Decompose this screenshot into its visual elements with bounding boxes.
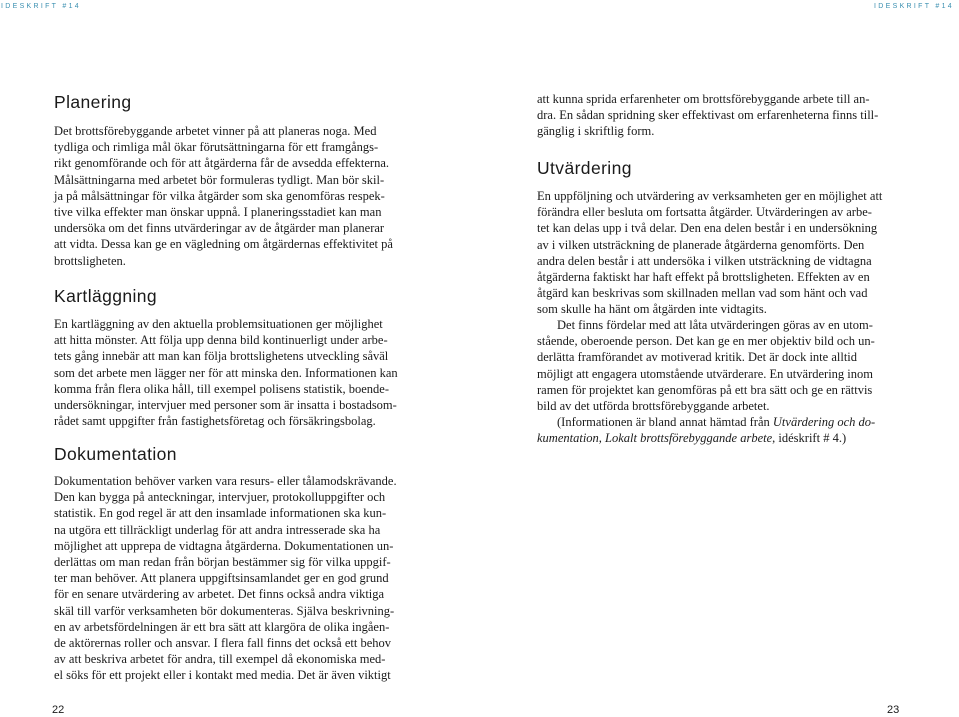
text-line: Det brottsförebyggande arbetet vinner på att planeras noga. Med (54, 124, 377, 138)
text-line: de aktörernas roller och ansvar. I flera fall finns det också ett behov (54, 636, 392, 651)
page-number-right: 23 (887, 704, 900, 716)
text-line: av att beskriva arbetet för andra, till exempel då ekonomiska med- (54, 652, 386, 667)
text-line: undersökningar, intervjuer med personer som är insatta i bostadsom- (54, 398, 397, 413)
source-note-title-part-1: Utvärdering och do- (772, 415, 876, 429)
text-line: tive vilka effekter man önskar uppnå. I planeringsstadiet kan man (54, 205, 382, 220)
heading-planering: Planering (54, 92, 132, 112)
text-line: derlätta framförandet av motiverad kritik. Det är dock inte alltid (537, 350, 858, 365)
text-line: som skulle ha hänt om åtgärden inte vidtagits. (537, 302, 767, 317)
text-line: tet kan delas upp i två delar. Den ena delen består i en undersökning (537, 221, 878, 236)
text-line: ja på målsättningar för vilka åtgärder som ska genomföras respek- (54, 188, 385, 203)
text-line: Målsättningarna med arbetet bör formuleras tydligt. Man bör skil- (54, 172, 385, 187)
text-line: derlättas om man redan från början bestämmer sig för vilka uppgif- (54, 555, 391, 570)
text-line: En kartläggning av den aktuella problemsituationen ger möjlighet (54, 317, 383, 331)
text-line: ter man behöver. Att planera uppgiftsinsamlandet ger en god grund (54, 571, 389, 586)
text-line: Dokumentation behöver varken vara resurs- eller tålamodskrävande. (54, 474, 397, 488)
text-line: statistik. En god regel är att den insamlade informationen ska kun- (54, 506, 387, 521)
text-line: av i vilken utsträckning de planerade åtgärderna genomförts. Den (537, 237, 865, 252)
text-line: skäl till varför verksamheten bör dokumenteras. Själva beskrivning- (54, 603, 395, 618)
text-line: komma från flera olika håll, till exempel polisens statistik, boende- (54, 381, 389, 396)
heading-kartlaggning: Kartläggning (54, 286, 158, 306)
kartlaggning-paragraph (54, 316, 398, 429)
page-number-left: 22 (52, 704, 65, 716)
text-line: bild av det utförda brottsförebyggande arbetet. (537, 399, 770, 414)
text-line: na utgöra ett tillräckligt underlag för att andra intresserade ska ha (54, 522, 381, 537)
text-line: En uppföljning och utvärdering av verksamheten ger en möjlighet att (537, 189, 883, 203)
utvardering-paragraph-2 (537, 317, 875, 414)
text-line: som det arbete men lägger ner för att minska den. Informationen kan (54, 365, 398, 380)
text-line: brottsligheten. (54, 253, 126, 268)
text-line: att hitta mönster. Att följa upp denna bild kontinuerligt under arbe- (54, 333, 388, 348)
planering-paragraph (54, 123, 393, 269)
source-note (537, 414, 875, 446)
text-line: undersöka om det finns utvärderingar av de åtgärder man planerar (54, 221, 385, 236)
source-note-line-2 (537, 430, 875, 446)
text-line: möjligt att engagera utomstående utvärderare. En utvärdering inom (537, 366, 873, 381)
heading-dokumentation: Dokumentation (54, 444, 177, 464)
text-line: Det finns fördelar med att låta utvärderingen göras av en utom- (557, 318, 873, 332)
text-line: för en senare utvärdering av arbetet. Det finns också andra viktiga (54, 587, 385, 602)
text-line: tets gång innebär att man kan följa brottslighetens utveckling såväl (54, 349, 389, 364)
utvardering-paragraph-1 (537, 188, 882, 318)
source-note-close: , idéskrift # 4.) (772, 431, 847, 446)
text-line: rikt genomförande och för att åtgärderna får de avsedda effekterna. (54, 156, 390, 171)
text-line: ramen för projektet kan genomföras på ett bra sätt och ge en rättvis (537, 382, 873, 397)
text-line: andra delen består i att undersöka i vilken utsträckning de vidtagna (537, 253, 872, 268)
text-line: el söks för ett projekt eller i kontakt med media. Det är även viktigt (54, 668, 391, 683)
text-line: förändra eller besluta om fortsatta åtgärder. Utvärderingen av arbe- (537, 205, 872, 220)
dokumentation-paragraph (54, 473, 397, 684)
source-note-line-1 (537, 414, 875, 430)
running-head-left: IDESKRIFT #14 (1, 3, 81, 10)
text-line: gänglig i skriftlig form. (537, 124, 655, 139)
source-note-title-part-2: kumentation, Lokalt brottsförebyggande arbete (537, 431, 773, 446)
text-line: en av arbetsfördelningen är ett bra sätt att klargöra de olika ingåen- (54, 619, 390, 634)
text-line: dra. En sådan spridning sker effektivast om erfarenheterna finns till- (537, 108, 879, 123)
text-line: Den kan bygga på anteckningar, intervjuer, protokolluppgifter och (54, 490, 386, 505)
text-line: att vidta. Dessa kan ge en vägledning om åtgärdernas effektivitet på (54, 237, 393, 252)
text-line: tydliga och rimliga mål ökar förutsättningarna för ett framgångs- (54, 140, 379, 155)
text-line: att kunna sprida erfarenheter om brottsförebyggande arbete till an- (537, 92, 870, 106)
text-line: åtgärd kan beskrivas som skillnaden mellan vad som hänt och vad (537, 286, 868, 301)
running-head-right: IDESKRIFT #14 (874, 3, 954, 10)
text-line: åtgärderna faktiskt har haft effekt på brottsligheten. Effekten av en (537, 270, 870, 285)
text-line: möjlighet att upprepa de vidtagna åtgärderna. Dokumentationen un- (54, 538, 394, 553)
heading-utvardering: Utvärdering (537, 158, 632, 178)
continuation-paragraph (537, 91, 878, 140)
text-line: stående, oberoende person. Det kan ge en mer objektiv bild och un- (537, 334, 875, 349)
text-line: rådet samt uppgifter från fastighetsföretag och försäkringsbolag. (54, 414, 376, 429)
source-note-open: (Informationen är bland annat hämtad från (557, 415, 773, 429)
